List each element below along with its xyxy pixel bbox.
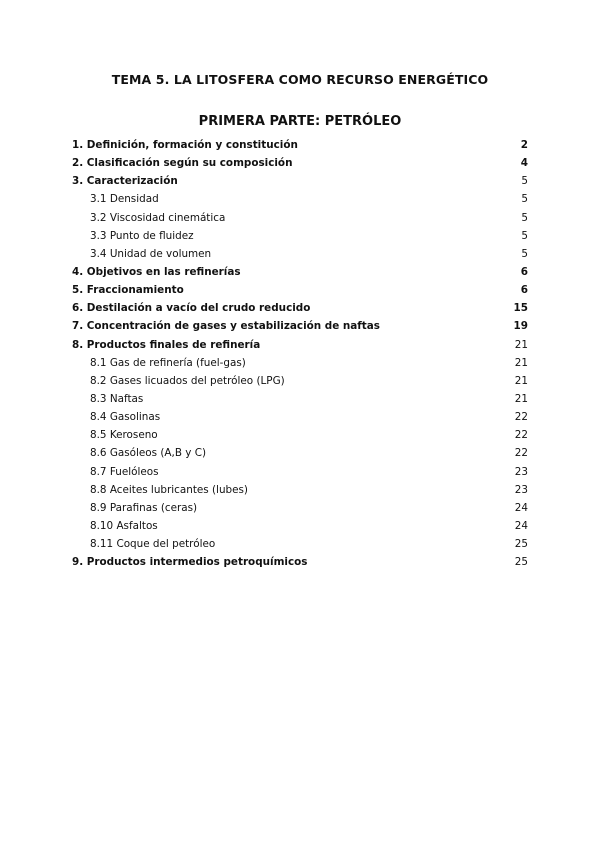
toc-entry-3-4[interactable] (72, 245, 528, 263)
toc-entry-text: 4. Objetivos en las refinerías (72, 266, 241, 279)
toc-entry-text: 8.2 Gases licuados del petróleo (LPG) (90, 374, 285, 387)
toc-entry-text: 8.11 Coque del petróleo (90, 538, 216, 551)
toc-entry-8[interactable] (72, 336, 528, 354)
toc-entry-8-11[interactable] (72, 535, 528, 553)
toc-entry-page: 25 (514, 538, 528, 551)
toc-entry-page: 4 (520, 157, 528, 170)
toc-entry-page: 24 (514, 501, 528, 514)
toc-entry-text: 2. Clasificación según su composición (72, 157, 293, 170)
toc-entry-8-6[interactable] (72, 444, 528, 462)
toc-entry-page: 5 (521, 211, 528, 224)
toc-entry-7[interactable] (72, 317, 528, 335)
toc-entry-2[interactable] (72, 154, 528, 172)
toc-entry-3-3[interactable] (72, 227, 528, 245)
toc-entry-page: 21 (514, 374, 528, 387)
toc-entry-text: 8.1 Gas de refinería (fuel-gas) (90, 356, 246, 369)
toc-entry-text: 8.7 Fuelóleos (90, 465, 159, 478)
toc-entry-8-4[interactable] (72, 408, 528, 426)
toc-entry-page: 6 (520, 266, 528, 279)
toc-entry-text: 8.9 Parafinas (ceras) (90, 501, 198, 514)
toc-entry-text: 8.8 Aceites lubricantes (lubes) (90, 483, 248, 496)
toc-entry-3-1[interactable] (72, 190, 528, 208)
toc-entry-8-9[interactable] (72, 499, 528, 517)
toc-entry-text: 9. Productos intermedios petroquímicos (72, 556, 308, 569)
toc-entry-page: 5 (521, 175, 528, 188)
toc-entry-page: 19 (513, 320, 528, 333)
toc-entry-9[interactable] (72, 553, 528, 571)
toc-entry-8-7[interactable] (72, 463, 528, 481)
toc-entry-3[interactable] (72, 172, 528, 190)
toc-entry-page: 23 (514, 465, 528, 478)
toc-entry-text: 7. Concentración de gases y estabilización de naftas (72, 320, 380, 333)
toc-entry-page: 5 (521, 229, 528, 242)
toc-entry-page: 25 (514, 556, 528, 569)
toc-entry-page: 15 (513, 302, 528, 315)
toc-entry-8-1[interactable] (72, 354, 528, 372)
toc-entry-text: 3.1 Densidad (90, 193, 159, 206)
toc-entry-page: 23 (514, 483, 528, 496)
toc-entry-page: 22 (514, 429, 528, 442)
toc-entry-8-2[interactable] (72, 372, 528, 390)
toc-entry-5[interactable] (72, 281, 528, 299)
toc-entry-text: 3.2 Viscosidad cinemática (90, 211, 226, 224)
toc-entry-text: 8.3 Naftas (90, 393, 144, 406)
toc-entry-page: 21 (514, 393, 528, 406)
document-title: TEMA 5. LA LITOSFERA COMO RECURSO ENERGÉTICO (111, 72, 489, 87)
toc-entry-text: 3.4 Unidad de volumen (90, 247, 212, 260)
table-of-contents (72, 136, 528, 571)
toc-entry-8-10[interactable] (72, 517, 528, 535)
toc-entry-8-3[interactable] (72, 390, 528, 408)
toc-entry-page: 22 (514, 411, 528, 424)
toc-entry-text: 8. Productos finales de refinería (72, 338, 261, 351)
toc-entry-text: 1. Definición, formación y constitución (72, 139, 298, 152)
toc-entry-text: 8.4 Gasolinas (90, 411, 161, 424)
toc-entry-page: 6 (520, 284, 528, 297)
toc-entry-text: 6. Destilación a vacío del crudo reducido (72, 302, 311, 315)
toc-entry-page: 24 (514, 520, 528, 533)
toc-entry-text: 8.10 Asfaltos (90, 520, 158, 533)
toc-entry-1[interactable] (72, 136, 528, 154)
toc-entry-page: 21 (514, 356, 528, 369)
toc-entry-text: 3.3 Punto de fluidez (90, 229, 194, 242)
toc-entry-page: 5 (521, 193, 528, 206)
toc-entry-text: 8.6 Gasóleos (A,B y C) (90, 447, 207, 460)
toc-entry-text: 8.5 Keroseno (90, 429, 158, 442)
toc-entry-3-2[interactable] (72, 209, 528, 227)
toc-entry-6[interactable] (72, 299, 528, 317)
toc-entry-page: 5 (521, 247, 528, 260)
toc-entry-page: 2 (520, 139, 528, 152)
toc-entry-text: 3. Caracterización (72, 175, 178, 188)
toc-entry-4[interactable] (72, 263, 528, 281)
toc-entry-8-8[interactable] (72, 481, 528, 499)
part-title: PRIMERA PARTE: PETRÓLEO (198, 114, 402, 129)
toc-entry-page: 22 (514, 447, 528, 460)
toc-entry-8-5[interactable] (72, 426, 528, 444)
toc-entry-text: 5. Fraccionamiento (72, 284, 184, 297)
toc-entry-page: 21 (514, 338, 528, 351)
